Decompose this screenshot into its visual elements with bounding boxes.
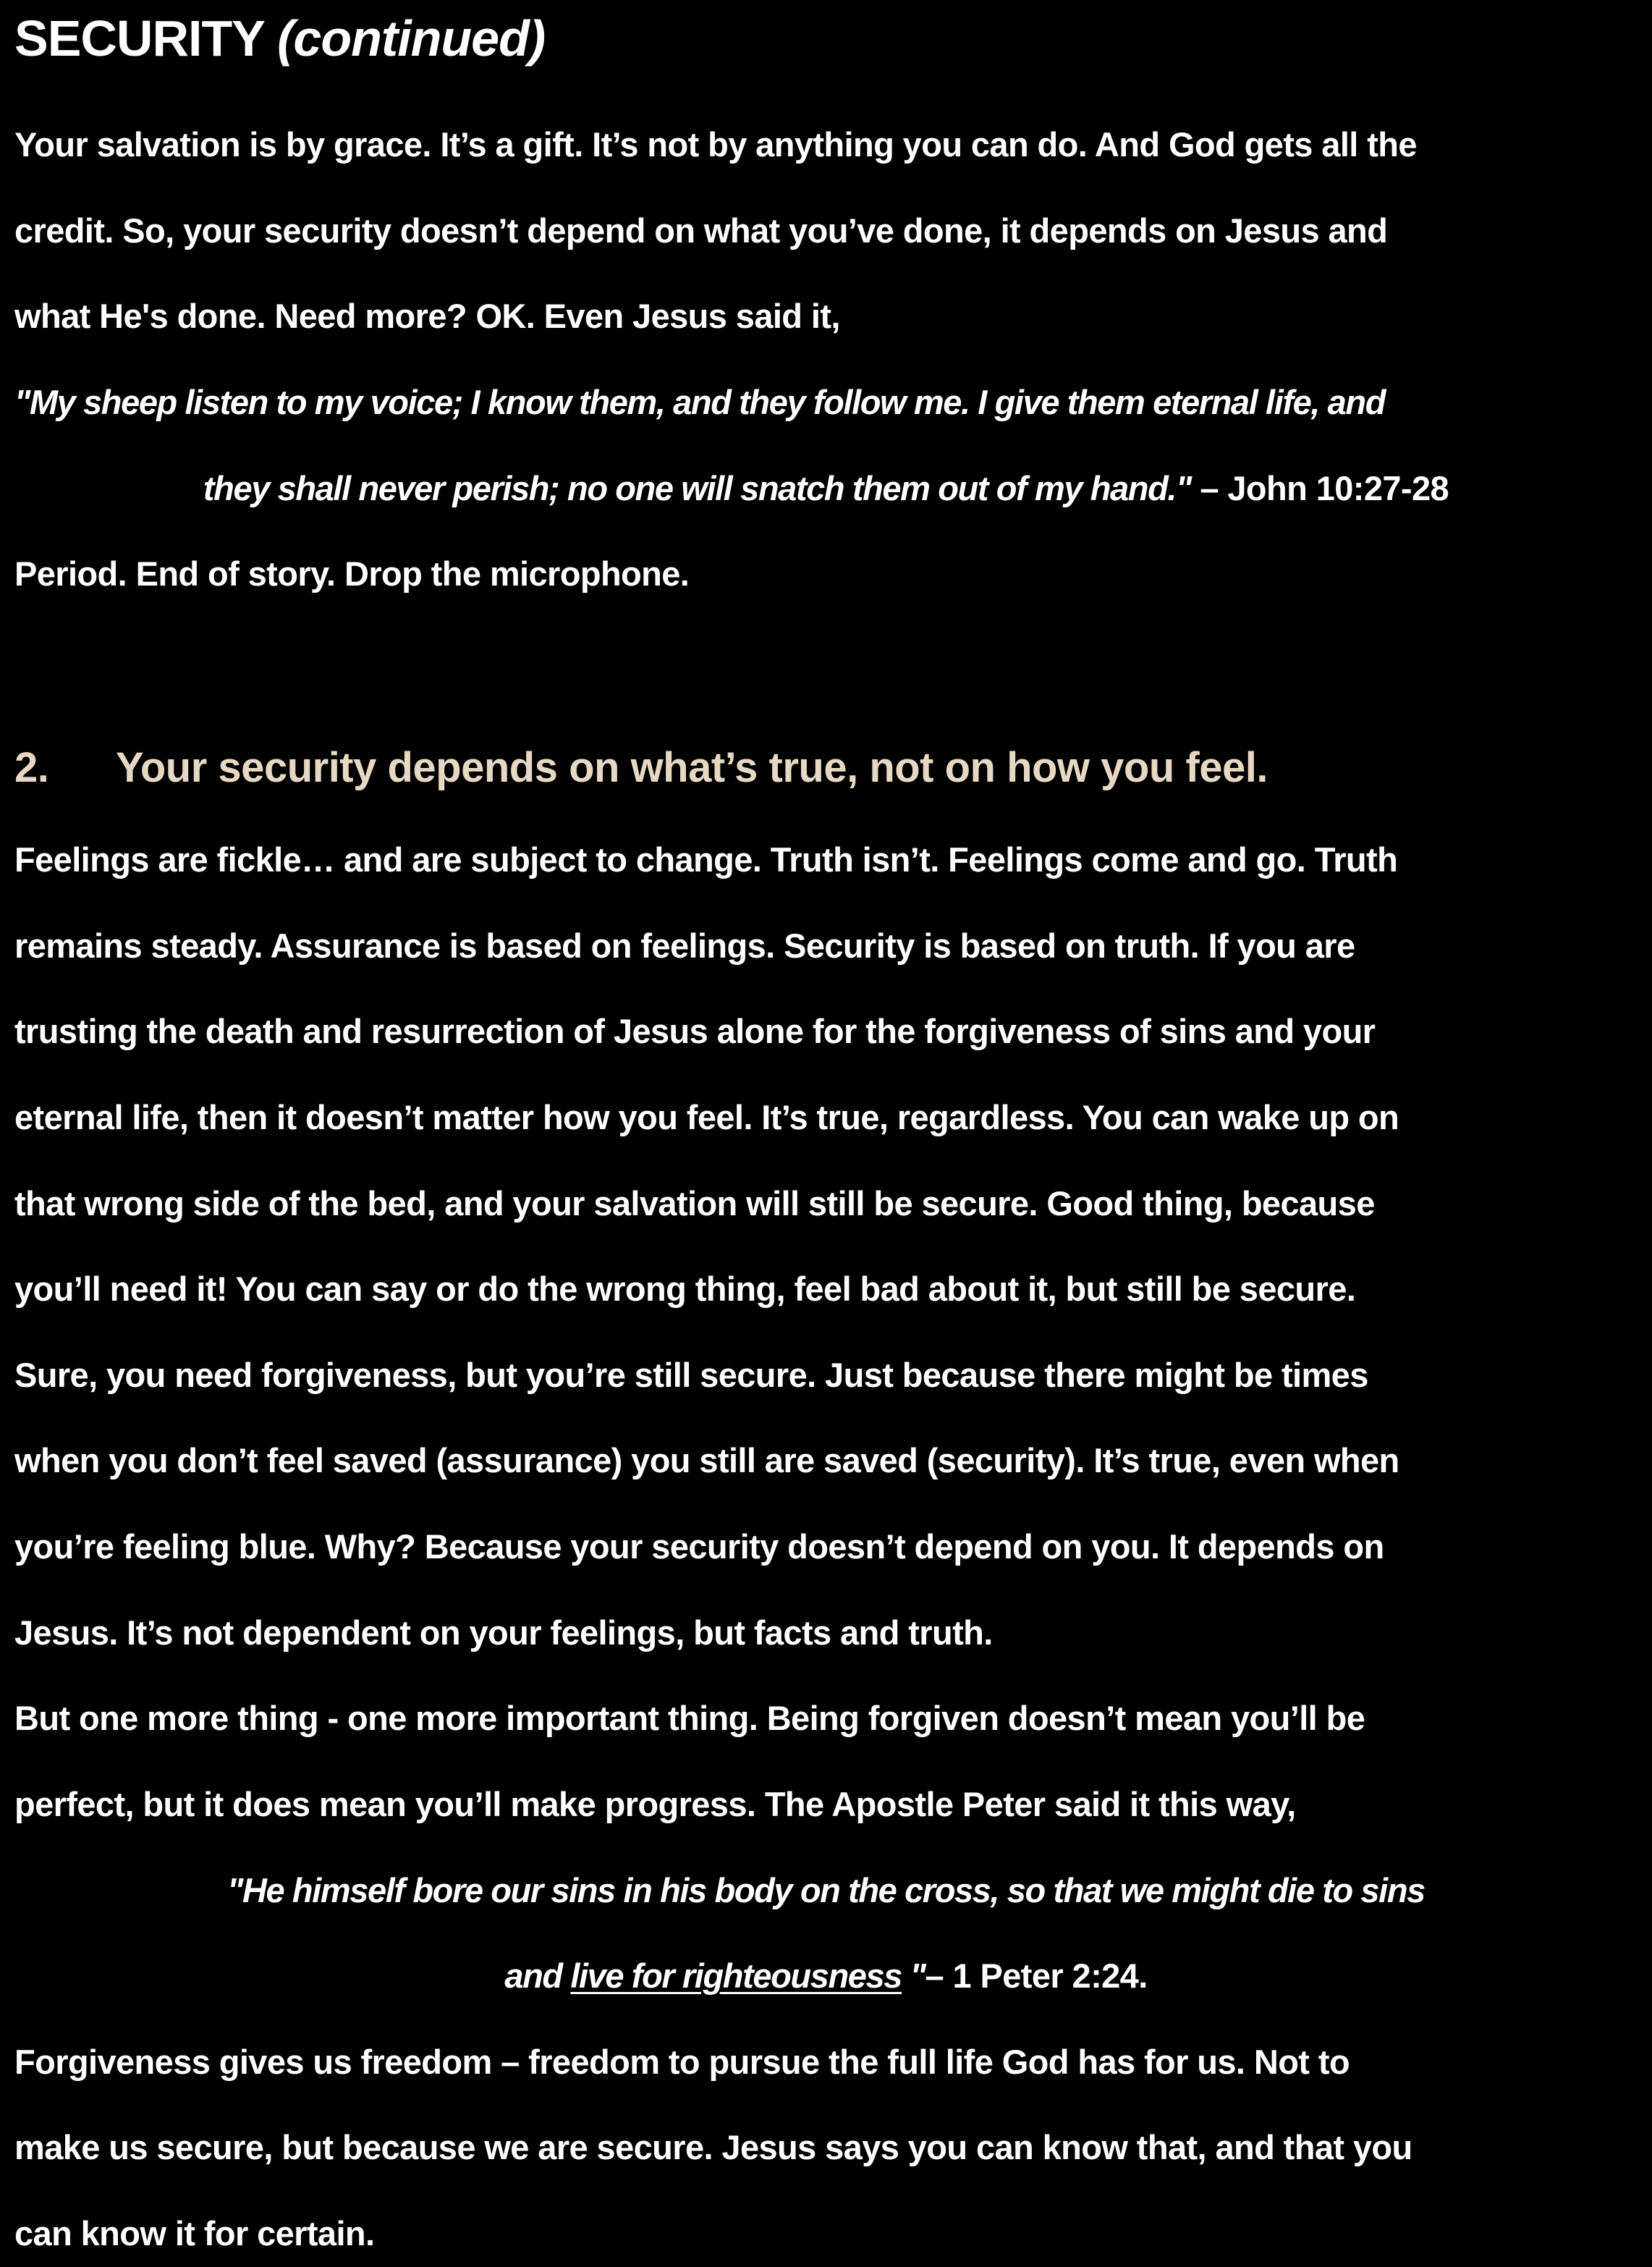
paragraph-line: you’re feeling blue. Why? Because your security doesn’t depend on you. It depends on bbox=[14, 1527, 1384, 1566]
paragraph-line: Jesus. It’s not dependent on your feelings, but facts and truth. bbox=[14, 1613, 993, 1652]
paragraph-line: make us secure, but because we are secure. Jesus says you can know that, and that you bbox=[14, 2128, 1412, 2166]
paragraph-line: But one more thing - one more important thing. Being forgiven doesn’t mean you’ll be bbox=[14, 1699, 1365, 1737]
paragraph-line: you’ll need it! You can say or do the wrong thing, feel bad about it, but still be secure. bbox=[14, 1270, 1356, 1308]
paragraph-line: can know it for certain. bbox=[14, 2214, 375, 2253]
paragraph-line: trusting the death and resurrection of Jesus alone for the forgiveness of sins and your bbox=[14, 1012, 1376, 1050]
title-subtitle: (continued) bbox=[277, 10, 546, 67]
paragraph-line: Your salvation is by grace. It’s a gift. It’s not by anything you can do. And God gets all the bbox=[14, 125, 1417, 164]
paragraph-line: perfect, but it does mean you’ll make progress. The Apostle Peter said it this way, bbox=[14, 1785, 1296, 1823]
quote-close: " bbox=[901, 1956, 925, 1995]
paragraph-line: what He's done. Need more? OK. Even Jesus said it, bbox=[14, 297, 840, 335]
section-heading-text: Your security depends on what’s true, not on how you feel. bbox=[116, 744, 1268, 791]
bible-quote-peter-line2 bbox=[14, 1956, 1638, 1995]
title-main: SECURITY bbox=[14, 10, 264, 67]
paragraph-line: eternal life, then it doesn’t matter how you feel. It’s true, regardless. You can wake up on bbox=[14, 1098, 1399, 1136]
quote-text: they shall never perish; no one will snatch them out of my hand." bbox=[203, 469, 1191, 507]
paragraph-line: that wrong side of the bed, and your salvation will still be secure. Good thing, because bbox=[14, 1184, 1375, 1223]
paragraph-line: remains steady. Assurance is based on feelings. Security is based on truth. If you are bbox=[14, 926, 1355, 965]
section-number: 2. bbox=[14, 744, 49, 791]
section-heading bbox=[14, 744, 1268, 791]
bible-quote-peter-line1: "He himself bore our sins in his body on the cross, so that we might die to sins bbox=[227, 1871, 1425, 1909]
paragraph-line: Feelings are fickle… and are subject to change. Truth isn’t. Feelings come and go. Truth bbox=[14, 840, 1398, 879]
paragraph-line: Forgiveness gives us freedom – freedom to pursue the full life God has for us. Not to bbox=[14, 2043, 1350, 2081]
paragraph-line: when you don’t feel saved (assurance) you still are saved (security). It’s true, even when bbox=[14, 1441, 1399, 1479]
paragraph-line: Period. End of story. Drop the microphone. bbox=[14, 554, 690, 593]
bible-quote-john-line2 bbox=[14, 471, 1638, 505]
quote-reference: – 1 Peter 2:24. bbox=[925, 1956, 1148, 1995]
bible-quote-john-line1: "My sheep listen to my voice; I know them, and they follow me. I give them eternal life, and bbox=[14, 383, 1386, 421]
paragraph-line: Sure, you need forgiveness, but you’re still secure. Just because there might be times bbox=[14, 1356, 1368, 1394]
quote-reference: – John 10:27-28 bbox=[1190, 469, 1449, 507]
quote-underlined-text: live for righteousness bbox=[570, 1956, 902, 1995]
paragraph-line: credit. So, your security doesn’t depend on what you’ve done, it depends on Jesus and bbox=[14, 211, 1388, 250]
page-title bbox=[14, 10, 546, 67]
quote-text: and bbox=[504, 1956, 571, 1995]
